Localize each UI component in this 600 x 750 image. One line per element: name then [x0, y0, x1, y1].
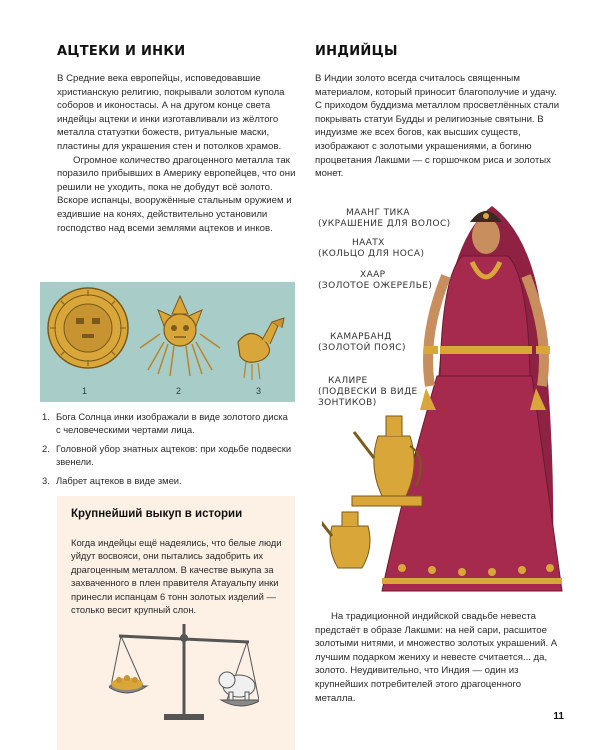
- caption-item: [40, 410, 295, 436]
- artifact-number-1: 1: [82, 386, 88, 396]
- artifact-captions: [40, 410, 295, 493]
- caption-marker: 2.: [42, 443, 50, 454]
- label-haar: ХААР (ЗОЛОТОЕ ОЖЕРЕЛЬЕ): [318, 270, 433, 291]
- caption-marker: 3.: [42, 475, 50, 486]
- artifact-number-3: 3: [256, 386, 262, 396]
- artifact-illustration: [40, 282, 295, 402]
- serpent-labret-icon: [238, 318, 284, 380]
- india-paragraph-2: На традиционной индийской свадьбе невеста предстаёт в образе Лакшми: на ней сари, расшитое золотыми нитями, и множество золотых украшений. А лучшим подарком жениху и невесте считается... да, золото. Неудивительно, что Индия — один из крупнейших потребителей этого драгоценного металла.: [315, 611, 558, 704]
- sun-disk-icon: [48, 288, 128, 368]
- caption-item: [40, 474, 295, 487]
- caption-marker: 1.: [42, 411, 50, 422]
- caption-text: Головной убор знатных ацтеков: при ходьбе подвески звенели.: [56, 443, 292, 467]
- scales-icon: [109, 616, 259, 726]
- ransom-title: Крупнейший выкуп в истории: [71, 508, 243, 520]
- label-kamarband: КАМАРБАНД (ЗОЛОТОЙ ПОЯС): [318, 332, 406, 353]
- india-paragraph-1: В Индии золото всегда считалось священным материалом, который приносит благополучие и удачу. С приходом буддизма металлом просветлённых стали покрывать статуи Будды и религиозные святыни. В индуизме же всех богов, как высших существ, изображают с золотыми украшениями, а богиню процветания Лакшми — с горшочком риса и золотых монет.: [315, 73, 560, 180]
- headdress-icon: [140, 296, 220, 376]
- label-kalire: КАЛИРЕ (ПОДВЕСКИ В ВИДЕ ЗОНТИКОВ): [318, 376, 418, 408]
- caption-text: Лабрет ацтеков в виде змеи.: [56, 475, 182, 486]
- ransom-sidebar: [57, 496, 295, 750]
- aztecs-paragraph-1: В Средние века европейцы, исповедовавшие христианскую религию, покрывали золотом купола соборов и иконостасы. А на другом конце света индейцы ацтеки и инки изготавливали из жёлтого металла статуэтки божеств, ритуальные маски, пластины для украшения стен и потолков храмов.: [57, 73, 285, 152]
- label-maang-tika: МААНГ ТИКА (УКРАШЕНИЕ ДЛЯ ВОЛОС): [318, 208, 451, 229]
- aztecs-heading: АЦТЕКИ И ИНКИ: [57, 44, 186, 59]
- aztecs-paragraph-2: Огромное количество драгоценного металла так поразило прибывших в Америку европейцев, что они решили не уходить, пока не добудут всё золото. Вскоре испанцы, вооружённые стальным оружием и ездившие на конях, действительно установили господство над всеми землями ацтеков и инков.: [57, 154, 296, 234]
- caption-text: Бога Солнца инки изображали в виде золотого диска с человеческими чертами лица.: [56, 411, 288, 435]
- ransom-text: Когда индейцы ещё надеялись, что белые люди уйдут восвояси, они пытались задобрить их драгоценным металлом. В качестве выкупа за захваченного в плен правителя Атауальпу инки принесли испанцам 6 тонн золотых изделий — столько весит крупный слон.: [71, 537, 282, 616]
- aztecs-text: [57, 72, 297, 235]
- india-text: [315, 72, 560, 181]
- india-heading: ИНДИЙЦЫ: [315, 44, 398, 59]
- page-number: 11: [553, 711, 564, 722]
- label-naath: НААТХ (КОЛЬЦО ДЛЯ НОСА): [318, 238, 425, 259]
- india-text-bottom: [315, 610, 560, 705]
- caption-item: [40, 442, 295, 468]
- artifacts-drawing: [40, 282, 295, 402]
- artifact-number-2: 2: [176, 386, 182, 396]
